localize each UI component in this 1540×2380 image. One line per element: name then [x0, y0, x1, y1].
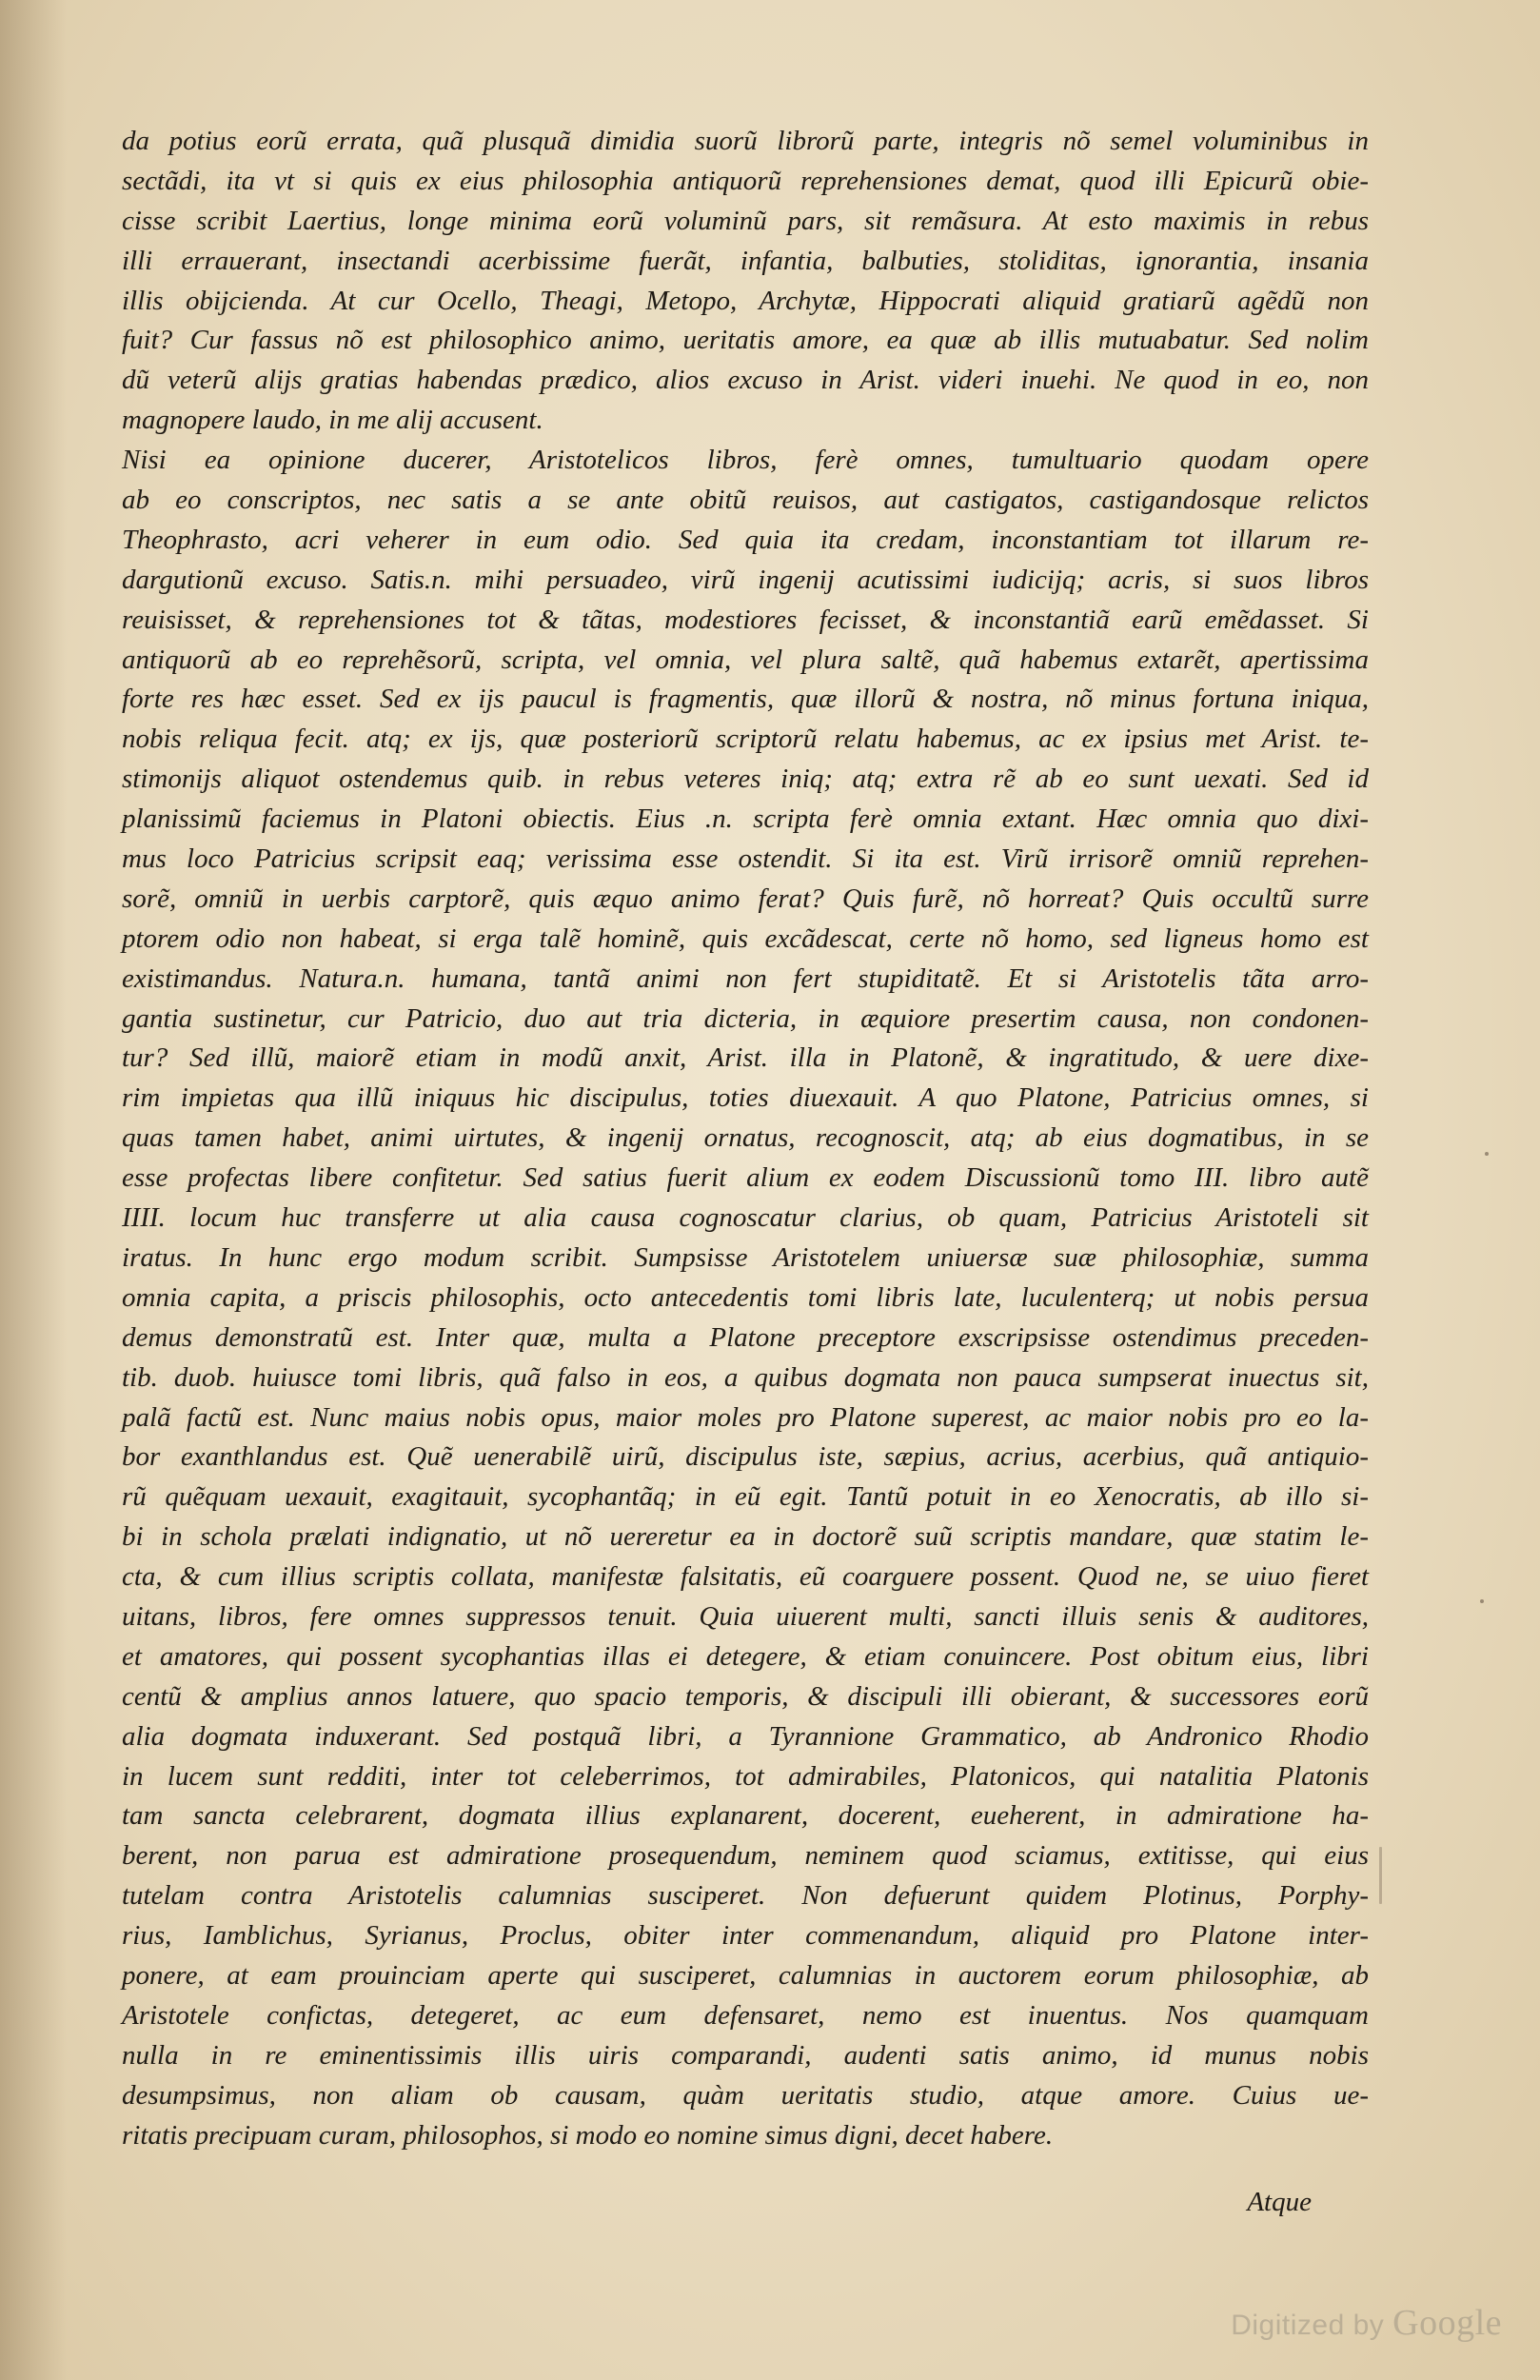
text-line: Nisi ea opinione ducerer, Aristotelicos libros, ferè omnes, tumultuario quodam opere	[122, 445, 1369, 476]
catchword: Atque	[1247, 2187, 1312, 2217]
text-line: tib. duob. huiusce tomi libris, quã falso in eos, a quibus dogmata non pauca sumpserat inuectus sit,	[122, 1361, 1369, 1393]
text-line: in lucem sunt redditi, inter tot celeberrimos, tot admirabiles, Platonicos, qui natalitia Platonis	[122, 1760, 1369, 1792]
text-line: reuisisset, & reprehensiones tot & tãtas, modestiores fecisset, & inconstantiã earũ emẽdasset. Si	[122, 604, 1369, 635]
digitized-watermark	[1231, 2302, 1502, 2344]
text-line: gantia sustinetur, cur Patricio, duo aut tria dicteria, in æquiore presertim causa, non condonen-	[122, 1002, 1369, 1034]
text-line: tur? Sed illũ, maiorẽ etiam in modũ anxit, Arist. illa in Platonẽ, & ingratitudo, & uere dixe-	[122, 1042, 1369, 1074]
text-line: et amatores, qui possent sycophantias illas ei detegere, & etiam conuincere. Post obitum eius, libri	[122, 1640, 1369, 1672]
text-line: bor exanthlandus est. Quẽ uenerabilẽ uirũ, discipulus iste, sæpius, acrius, acerbius, quã antiquio-	[122, 1441, 1369, 1473]
text-line: quas tamen habet, animi uirtutes, & ingenij ornatus, recognoscit, atq; ab eius dogmatibus, in se	[122, 1122, 1369, 1154]
watermark-prefix: Digitized by	[1231, 2310, 1385, 2341]
text-line: desumpsimus, non aliam ob causam, quàm ueritatis studio, atque amore. Cuius ue-	[122, 2079, 1369, 2111]
paper-mark	[1379, 1847, 1382, 1904]
text-line: mus loco Patricius scripsit eaq; verissima esse ostendit. Si ita est. Virũ irrisorẽ omniũ reprehen-	[122, 843, 1369, 875]
text-line: ritatis precipuam curam, philosophos, si modo eo nomine simus digni, decet habere.	[122, 2119, 1054, 2151]
text-line: Aristotele confictas, detegeret, ac eum defensaret, nemo est inuentus. Nos quamquam	[122, 1999, 1369, 2031]
text-line: sorẽ, omniũ in uerbis carptorẽ, quis æquo animo ferat? Quis furẽ, nõ horreat? Quis occultũ surre	[122, 883, 1369, 914]
text-line: nobis reliqua fecit. atq; ex ijs, quæ posteriorũ scriptorũ relatu habemus, ac ex ipsius met Arist. te-	[122, 724, 1369, 755]
text-line: ponere, at eam prouinciam aperte qui susciperet, calumnias in auctorem eorum philosophiæ, ab	[122, 1959, 1369, 1991]
text-line: ab eo conscriptos, nec satis a se ante obitũ reuisos, aut castigatos, castigandosque relictos	[122, 485, 1369, 516]
text-line: stimonijs aliquot ostendemus quib. in rebus veteres iniq; atq; extra rẽ ab eo sunt uexati. Sed id	[122, 764, 1369, 795]
text-line: existimandus. Natura.n. humana, tantã animi non fert stupiditatẽ. Et si Aristotelis tãta arro-	[122, 962, 1369, 994]
text-line: IIII. locum huc transferre ut alia causa cognoscatur clarius, ob quam, Patricius Aristoteli sit	[122, 1202, 1369, 1234]
watermark-brand: Google	[1392, 2303, 1502, 2343]
text-line: omnia capita, a priscis philosophis, octo antecedentis tomi libris late, luculenterq; ut nobis persua	[122, 1281, 1369, 1313]
text-line: iratus. In hunc ergo modum scribit. Sumpsisse Aristotelem uniuersæ suæ philosophiæ, summa	[122, 1241, 1369, 1273]
body-text	[122, 122, 1369, 2155]
text-line: nulla in re eminentissimis illis uiris comparandi, audenti satis animo, id munus nobis	[122, 2039, 1369, 2071]
text-line: fuit? Cur fassus nõ est philosophico animo, ueritatis amore, ea quæ ab illis mutuabatur. Sed nolim	[122, 325, 1369, 356]
text-line: bi in schola prælati indignatio, ut nõ uereretur ea in doctorẽ suũ scriptis mandare, quæ statim le-	[122, 1521, 1369, 1553]
text-line: centũ & amplius annos latuere, quo spacio temporis, & discipuli illi obierant, & successores eorũ	[122, 1680, 1369, 1712]
text-line: uitans, libros, fere omnes suppressos tenuit. Quia uiuerent multi, sancti illuis senis & auditores,	[122, 1600, 1369, 1632]
text-line: da potius eorũ errata, quã plusquã dimidia suorũ librorũ parte, integris nõ semel voluminibus in	[122, 126, 1369, 156]
text-line: Theophrasto, acri veherer in eum odio. Sed quia ita credam, inconstantiam tot illarum re-	[122, 524, 1369, 555]
text-line: dargutionũ excuso. Satis.n. mihi persuadeo, virũ ingenij acutissimi iudicijq; acris, si suos libros	[122, 564, 1369, 595]
text-line: esse profectas libere confitetur. Sed satius fuerit alium ex eodem Discussionũ tomo III. libro autẽ	[122, 1162, 1369, 1194]
text-line: illi errauerant, insectandi acerbissime fuerãt, infantia, balbuties, stoliditas, ignorantia, insania	[122, 245, 1369, 276]
text-line: forte res hæc esset. Sed ex ijs paucul is fragmentis, quæ illorũ & nostra, nõ minus fortuna iniqua,	[122, 684, 1369, 715]
paper-speck	[1485, 1152, 1489, 1156]
text-line: tam sancta celebrarent, dogmata illius explanarent, docerent, eueherent, in admiratione ha-	[122, 1800, 1369, 1832]
text-line: palã factũ est. Nunc maius nobis opus, maior moles pro Platone superest, ac maior nobis pro eo la-	[122, 1401, 1369, 1433]
text-line: magnopere laudo, in me alij accusent.	[122, 405, 543, 436]
text-line: demus demonstratũ est. Inter quæ, multa a Platone preceptore exscripsisse ostendimus preceden-	[122, 1321, 1369, 1353]
text-line: rim impietas qua illũ iniquus hic discipulus, toties diuexauit. A quo Platone, Patricius omnes, si	[122, 1082, 1369, 1114]
text-line: sectãdi, ita vt si quis ex eius philosophia antiquorũ reprehensiones demat, quod illi Epicurũ obie-	[122, 165, 1369, 196]
text-line: ptorem odio non habeat, si erga talẽ hominẽ, quis excãdescat, certe nõ homo, sed ligneus homo est	[122, 922, 1369, 954]
text-line: cta, & cum illius scriptis collata, manifestæ falsitatis, eũ coarguere possent. Quod ne, se uiuo fieret	[122, 1561, 1369, 1593]
text-line: alia dogmata induxerant. Sed postquã libri, a Tyrannione Grammatico, ab Andronico Rhodio	[122, 1720, 1369, 1752]
text-line: planissimũ faciemus in Platoni obiectis. Eius .n. scripta ferè omnia extant. Hæc omnia quo dixi-	[122, 803, 1369, 835]
text-line: rũ quẽquam uexauit, exagitauit, sycophantãq; in eũ egit. Tantũ potuit in eo Xenocratis, ab illo si-	[122, 1481, 1369, 1513]
text-line: tutelam contra Aristotelis calumnias susciperet. Non defuerunt quidem Plotinus, Porphy-	[122, 1880, 1369, 1912]
text-line: illis obijcienda. At cur Ocello, Theagi, Metopo, Archytæ, Hippocrati aliquid gratiarũ agẽdũ non	[122, 285, 1369, 316]
paper-speck	[1480, 1599, 1484, 1603]
text-line: dũ veterũ alijs gratias habendas prædico, alios excuso in Arist. videri inuehi. Ne quod in eo, non	[122, 365, 1369, 396]
text-line: berent, non parua est admiratione prosequendum, neminem quod sciamus, extitisse, qui eius	[122, 1840, 1369, 1872]
text-line: rius, Iamblichus, Syrianus, Proclus, obiter inter commenandum, aliquid pro Platone inter-	[122, 1920, 1369, 1952]
text-line: antiquorũ ab eo reprehẽsorũ, scripta, vel omnia, vel plura saltẽ, quã habemus extarẽt, apertissima	[122, 644, 1369, 675]
text-line: cisse scribit Laertius, longe minima eorũ voluminũ pars, sit remãsura. At esto maximis in rebus	[122, 205, 1369, 236]
